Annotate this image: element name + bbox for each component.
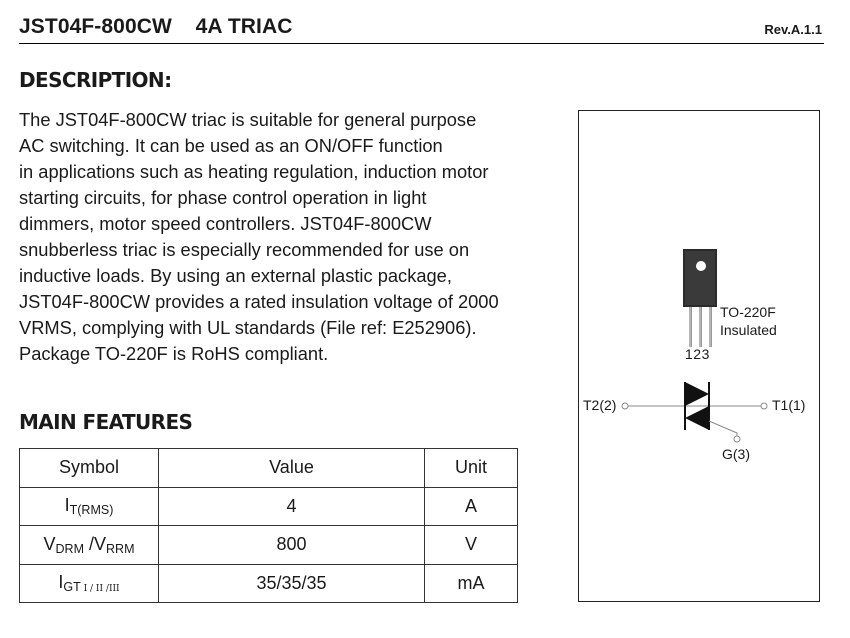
symbol-cell — [20, 526, 159, 565]
unit-cell: A — [425, 487, 518, 526]
description-heading: DESCRIPTION: — [19, 68, 172, 92]
package-drawing — [579, 111, 819, 601]
package-name: TO-220F — [720, 304, 776, 320]
description-line: dimmers, motor speed controllers. JST04F-800CW — [19, 213, 432, 234]
symbol-cell — [20, 564, 159, 603]
description-line: inductive loads. By using an external plastic package, — [19, 265, 452, 286]
column-header-symbol: Symbol — [20, 449, 159, 488]
pin-t2-label: T2(2) — [583, 397, 617, 413]
symbol-cell — [20, 487, 159, 526]
description-line: VRMS, complying with UL standards (File ref: E252906). — [19, 317, 477, 338]
symbol-subscript: DRM — [55, 541, 84, 556]
pin-numbers: 123 — [685, 346, 710, 362]
description-line: starting circuits, for phase control operation in light — [19, 187, 427, 208]
column-header-value: Value — [159, 449, 425, 488]
to220f-package-icon — [683, 249, 717, 347]
table-row — [20, 487, 518, 526]
symbol-main: V — [43, 533, 56, 554]
header-divider — [19, 43, 824, 44]
pin-g-label: G(3) — [722, 446, 750, 462]
symbol-subscript: T(RMS) — [69, 503, 114, 518]
value-cell: 4 — [159, 487, 425, 526]
symbol-main-secondary: /V — [84, 533, 107, 554]
package-note: Insulated — [720, 322, 777, 338]
value-cell: 35/35/35 — [159, 564, 425, 603]
document-title: JST04F-800CW 4A TRIAC — [19, 15, 293, 38]
description-line: Package TO-220F is RoHS compliant. — [19, 343, 329, 364]
table-header-row — [20, 449, 518, 488]
symbol-main: I — [64, 495, 70, 516]
symbol-subscript: GT — [63, 580, 81, 595]
column-header-unit: Unit — [425, 449, 518, 488]
symbol-quadrant-subscript: I / II /III — [80, 584, 120, 595]
unit-cell: mA — [425, 564, 518, 603]
revision-label: Rev.A.1.1 — [764, 22, 822, 37]
pin-t1-label: T1(1) — [772, 397, 806, 413]
description-line: in applications such as heating regulation, induction motor — [19, 161, 489, 182]
description-line: AC switching. It can be used as an ON/OFF function — [19, 135, 443, 156]
description-text — [19, 107, 499, 367]
symbol-subscript-secondary: RRM — [106, 541, 135, 556]
description-line: snubberless triac is especially recommended for use on — [19, 239, 470, 260]
triac-symbol-icon — [622, 382, 767, 442]
description-line: JST04F-800CW provides a rated insulation voltage of 2000 — [19, 291, 499, 312]
features-table — [19, 448, 518, 603]
package-figure — [578, 110, 820, 602]
features-heading: MAIN FEATURES — [19, 410, 193, 434]
table-row — [20, 564, 518, 603]
symbol-main: I — [58, 572, 64, 593]
description-line: The JST04F-800CW triac is suitable for general purpose — [19, 109, 477, 130]
table-row — [20, 526, 518, 565]
unit-cell: V — [425, 526, 518, 565]
value-cell: 800 — [159, 526, 425, 565]
